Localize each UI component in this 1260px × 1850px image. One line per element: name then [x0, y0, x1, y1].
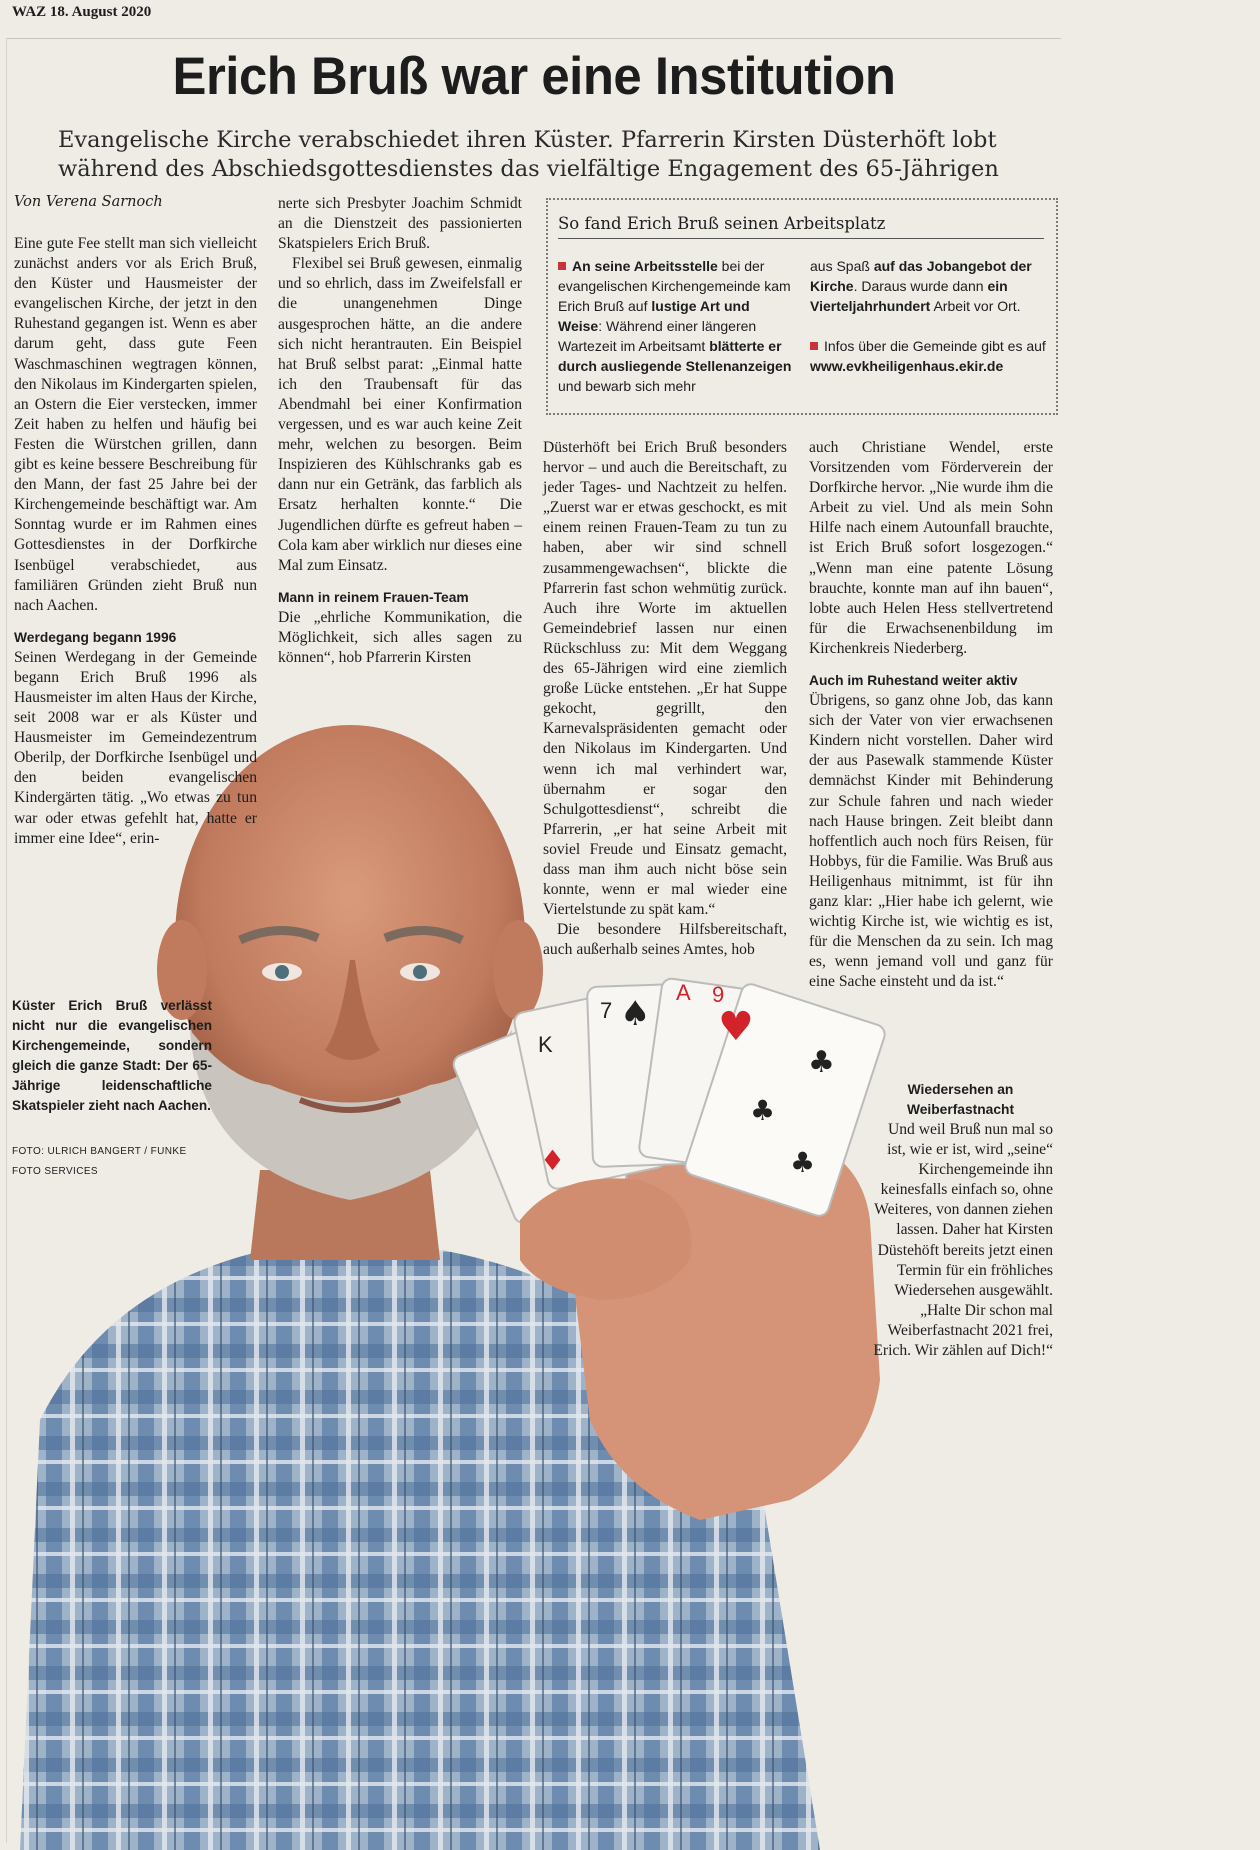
col3-paragraph-2: Die besondere Hilfsbereitschaft, auch außerhalb seines Amtes, hob — [543, 921, 787, 959]
byline: Von Verena Sarnoch — [14, 194, 163, 210]
col3-paragraph-1: Düsterhöft bei Erich Bruß besonders hervor – und auch die Bereitschaft, zu jeder Tages- und Nachtzeit zu helfen. „Zuerst war er etwas geschockt, es mit einem reinen Frauen-Team zu tun zu haben, aber wir sind schnell zusammengewachsen“, blickte die Pfarrerin fast schon wehmütig zurück. Auch ihre Worte im aktuellen Gemeindebrief lassen nur einen Rückschluss zu: Mit dem Weggang des 65-Jährigen wird eine ziemlich große Lücke entstehen. „Er hat Suppe gekocht, gegrillt, den Karnevalspräsidenten gemacht oder den Nikolaus im Kindergarten. Und wenn ich mal verhindert war, übernahm er sogar den Schulgottesdienst“, schreibt die Pfarrerin, „er hat seine Arbeit mit soviel Freude und Einsatz gemacht, dass man ihm auch nicht böse sein konnte, wenn er mal wieder eine Viertelstunde zu spät kam.“ — [543, 439, 787, 919]
info-website-link[interactable]: www.evkheiligenhaus.ekir.de — [810, 358, 1004, 374]
club-icon-2: ♣ — [750, 1094, 776, 1127]
info-box — [546, 198, 1058, 415]
card-label-a: A — [676, 980, 691, 1005]
col1-paragraph-2: Seinen Werdegang in der Gemeinde begann Erich Bruß 1996 als Hausmeister im alten Haus der Kirche, seit 2008 war er als Küster und Hausmeister im Gemeindezentrum Oberilp, der Dorfkirche Isenbügel und den beiden evangelischen Kindergärten tätig. „Wo etwas zu tun war oder etwas gefehlt hat, hatte er immer eine Idee“, erin- — [14, 648, 257, 847]
col2-paragraph-1: nerte sich Presbyter Joachim Schmidt an die Dienstzeit des passionierten Skatspielers Erich Bruß. — [278, 195, 522, 253]
article-column-4 — [809, 438, 1053, 992]
info-text-4: aus Spaß — [810, 258, 874, 274]
col4-paragraph-3: Und weil Bruß nun mal so ist, wie er ist, wird „seine“ Kirchengemeinde ihn keinesfalls einfach so, ohne Weiteres, von dannen ziehen lassen. Daher hat Kirsten Düstehöft bereits jetzt einen Termin für ein fröhliches Wiedersehen ausgewählt. „Halte Dir schon mal Weiberfastnacht 2021 frei, Erich. Wir zählen auf Dich!“ — [873, 1121, 1053, 1360]
article-column-1 — [14, 234, 257, 849]
photo-credit-line-2: FOTO SERVICES — [12, 1166, 98, 1177]
col2-subheading: Mann in reinem Frauen-Team — [278, 589, 469, 605]
col4-paragraph-2: Übrigens, so ganz ohne Job, das kann sich der Vater von vier erwachsenen Kindern nicht vorstellen. Daher wird der aus Pasewalk stammende Küster demnächst Kinder mit Behinderung zur Schule fahren und nach wieder nach Hause bringen. Zeit bleibt dann hoffentlich auch noch fürs Reisen, für Hobbys, für die Familie. Was Bruß aus Heiligenhaus mitnimmt, ist für ihn ganz klar: „Hier habe ich gelernt, wie wichtig Kirche ist, wie wichtig es ist, für die Menschen da zu sein. Ich mag es, wenn jemand voll und ganz für eine Sache einsteht und da ist.“ — [809, 692, 1053, 991]
article-subtitle — [58, 126, 1018, 184]
newspaper-source: WAZ 18. August 2020 — [12, 4, 152, 20]
photo-credit-line-1: FOTO: ULRICH BANGERT / FUNKE — [12, 1146, 187, 1157]
info-bold-2: lustige Art und Weise — [558, 298, 750, 334]
article-column-2 — [278, 194, 522, 668]
info-bold-1: An seine Arbeitsstelle — [572, 258, 718, 274]
subtitle-line-2: während des Abschiedsgottesdienstes das vielfältige Engagement des 65-Jährigen — [58, 156, 999, 182]
club-icon-3: ♣ — [790, 1146, 816, 1179]
heart-icon: ♥ — [718, 1004, 754, 1050]
col4-subheading-1: Auch im Ruhestand weiter aktiv — [809, 673, 1018, 689]
article-title: Erich Bruß war eine Institution — [172, 47, 896, 106]
article-column-4-end — [868, 1080, 1053, 1361]
club-icon: ♣ — [808, 1045, 835, 1080]
info-box-right — [810, 256, 1048, 376]
card-label-k: K — [538, 1032, 553, 1057]
card-label-9: 9 — [712, 982, 725, 1007]
col2-paragraph-3: Die „ehrliche Kommunikation, die Möglichkeit, sich alles sagen zu können“, hob Pfarrerin Kirsten — [278, 608, 522, 666]
col4-paragraph-1: auch Christiane Wendel, erste Vorsitzenden vom Förderverein der Dorfkirche hervor. „Nie wurde ihm die Arbeit zu viel. Und als mein Sohn Hilfe nach einem Autounfall brauchte, ist Erich Bruß sofort losgezogen.“ „Wenn man eine patente Lösung brauchte, konnte man auf ihn bauen“, lobte auch Helen Hess stellvertretend für die Erwachsenenbildung im Kirchenkreis Niederberg. — [809, 439, 1053, 657]
photo-credit — [12, 1142, 212, 1182]
diamond-icon: ♦ — [540, 1144, 566, 1177]
info-bold-5: ein Vierteljahrhundert — [810, 278, 1008, 314]
photo-caption: Küster Erich Bruß verlässt nicht nur die evangelischen Kirchengemeinde, sondern gleich die ganze Stadt: Der 65-Jährige leidenschaftliche Skatspieler zieht nach Aachen. — [12, 998, 212, 1113]
info-text-6: Arbeit vor Ort. — [930, 298, 1021, 314]
info-bold-4: auf das Jobangebot der Kirche — [810, 258, 1032, 294]
col4-subheading-2: Wiedersehen an Weiberfastnacht — [906, 1082, 1015, 1117]
spade-icon: ♠ — [620, 994, 651, 1034]
info-box-left — [558, 256, 796, 396]
info-box-title: So fand Erich Bruß seinen Arbeitsplatz — [558, 214, 1044, 239]
col1-paragraph-1: Eine gute Fee stellt man sich vielleicht zunächst anders vor als Erich Bruß, den Küster und Hausmeister der evangelischen Kirche, der jetzt in den Ruhestand gegangen ist. Wenn es aber darum geht, dass gute Feen Waschmaschinen wegtragen können, den Nikolaus im Kindergarten spielen, an Ostern die Eier verstecken, immer Zeit haben zu helfen und häufig bei Festen die Würstchen grillen, dann gibt es keine bessere Beschreibung für den Mann, der fast 25 Jahre bei der Kirchengemeinde beschäftigt war. Am Sonntag wurde er im Rahmen eines Gottesdienstes in der Dorfkirche Isenbügel verabschiedet, aus familiären Gründen zieht Bruß nun nach Aachen. — [14, 235, 257, 614]
info-text-1: bei der evangelischen Kirchengemeinde kam Erich Bruß auf — [558, 258, 791, 314]
col1-subheading: Werdegang begann 1996 — [14, 629, 177, 645]
bullet-square-icon — [558, 262, 566, 270]
info-text-3: und bewarb sich mehr — [558, 378, 696, 394]
info-text-5: . Daraus wurde dann — [853, 278, 988, 294]
col2-paragraph-2: Flexibel sei Bruß gewesen, einmalig und so ehrlich, dass im Zweifelsfall er die unangenehmen Dinge ausgesprochen hätte, an die andere sich nicht herantrauten. Ein Beispiel hat Bruß selbst parat: „Einmal hatte ich den Traubensaft für das Abendmahl bei einer Konfirmation vergessen, und es war auch keine Zeit mehr, welchen zu besorgen. Beim Inspizieren des Kühlschranks gab es dann nur ein Getränk, das farblich als Ersatz herhalten konnte.“ Die Jugendlichen dürfte es gefreut haben – Cola kam aber wirklich nur dieses eine Mal zum Einsatz. — [278, 255, 522, 574]
info-text-7: Infos über die Gemeinde gibt es auf — [824, 338, 1046, 354]
article-column-3 — [543, 438, 787, 960]
info-bold-3: blätterte er durch ausliegende Stellenanzeigen — [558, 338, 792, 374]
info-text-2: : Während einer längeren Wartezeit im Arbeitsamt — [558, 318, 757, 354]
card-label-7: 7 — [600, 998, 613, 1023]
subtitle-line-1: Evangelische Kirche verabschiedet ihren Küster. Pfarrerin Kirsten Düsterhöft lobt — [58, 127, 997, 153]
bullet-square-icon-2 — [810, 342, 818, 350]
